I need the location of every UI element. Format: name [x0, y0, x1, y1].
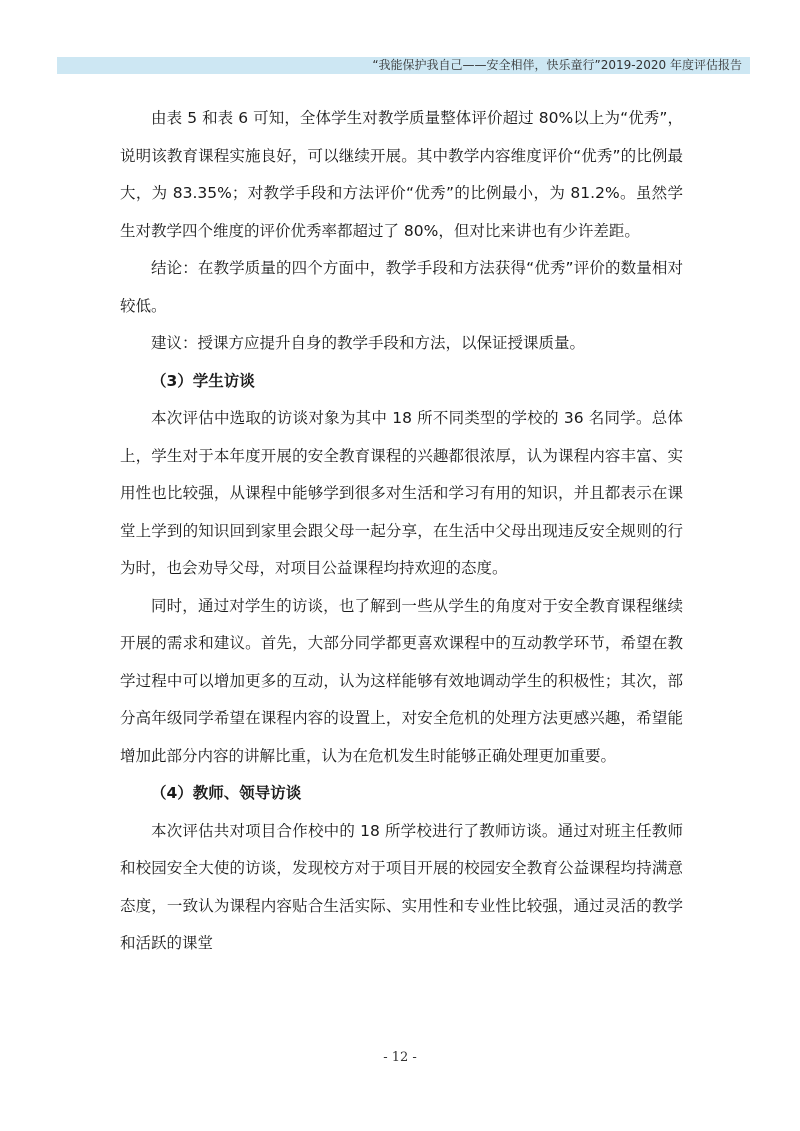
section-heading-teacher-interviews: （4）教师、领导访谈: [151, 784, 302, 802]
header-band: [57, 57, 750, 74]
paragraph-teacher-interviews: 本次评估共对项目合作校中的 18 所学校进行了教师访谈。通过对班主任教师和校园安全大使的访谈，发现校方对于项目开展的校园安全教育公益课程均持满意态度，一致认为课程内容贴合生活实际、实用性和专业性比较强，通过灵活的教学和活跃的课堂: [120, 821, 683, 952]
paragraph-quality-summary: 由表 5 和表 6 可知，全体学生对教学质量整体评价超过 80%以上为“优秀”，说明该教育课程实施良好，可以继续开展。其中教学内容维度评价“优秀”的比例最大，为 83.35%；对教学手段和方法评价“优秀”的比例最小，为 81.2%。虽然学生对教学四个维度的评价优秀率都超过了 80%，但对比来讲也有少许差距。: [120, 109, 683, 240]
paragraph-student-needs: 同时，通过对学生的访谈，也了解到一些从学生的角度对于安全教育课程继续开展的需求和建议。首先，大部分同学都更喜欢课程中的互动教学环节，希望在教学过程中可以增加更多的互动，认为这样能够有效地调动学生的积极性；其次，部分高年级同学希望在课程内容的设置上，对安全危机的处理方法更感兴趣，希望能增加此部分内容的讲解比重，认为在危机发生时能够正确处理更加重要。: [120, 596, 683, 765]
paragraph-suggestion: 建议：授课方应提升自身的教学手段和方法，以保证授课质量。: [151, 334, 586, 352]
document-body: [120, 100, 683, 963]
section-heading-student-interviews: （3）学生访谈: [151, 371, 255, 390]
paragraph-conclusion: 结论：在教学质量的四个方面中，教学手段和方法获得“优秀”评价的数量相对较低。: [120, 259, 683, 315]
report-title: “我能保护我自己——安全相伴，快乐童行”2019-2020 年度评估报告: [372, 58, 742, 72]
page-number: - 12 -: [383, 1050, 417, 1065]
paragraph-student-interviews: 本次评估中选取的访谈对象为其中 18 所不同类型的学校的 36 名同学。总体上，学生对于本年度开展的安全教育课程的兴趣都很浓厚，认为课程内容丰富、实用性也比较强，从课程中能够学到很多对生活和学习有用的知识，并且都表示在课堂上学到的知识回到家里会跟父母一起分享，在生活中父母出现违反安全规则的行为时，也会劝导父母，对项目公益课程均持欢迎的态度。: [120, 409, 683, 577]
